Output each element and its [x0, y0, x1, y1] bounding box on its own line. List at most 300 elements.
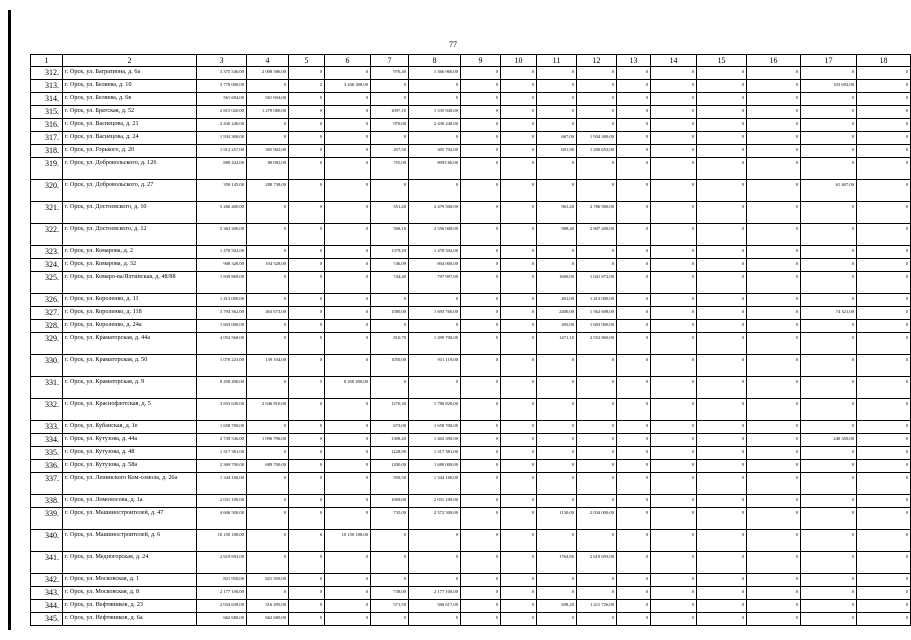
value-cell-col-9: 0 — [461, 106, 501, 119]
value-cell-col-18: 0 — [857, 294, 911, 307]
value-cell-col-9: 0 — [461, 434, 501, 447]
value-cell-col-15: 0 — [697, 399, 747, 421]
value-cell-col-12: 2 034 000,00 — [577, 508, 617, 530]
value-cell-col-6: 0 — [325, 613, 371, 626]
value-cell-col-3: 889 442,00 — [197, 158, 247, 180]
value-cell-col-11: 1764,80 — [537, 552, 577, 574]
value-cell-col-6: 0 — [325, 294, 371, 307]
column-header-5: 5 — [289, 55, 325, 67]
value-cell-col-10: 0 — [501, 180, 537, 202]
value-cell-col-14: 0 — [651, 530, 697, 552]
value-cell-col-7: 0 — [371, 80, 409, 93]
value-cell-col-9: 0 — [461, 399, 501, 421]
value-cell-col-3: 2 369 700,00 — [197, 460, 247, 473]
value-cell-col-8: 506 617,00 — [409, 600, 461, 613]
value-cell-col-8: 1 366 960,00 — [409, 67, 461, 80]
value-cell-col-9: 0 — [461, 587, 501, 600]
table-row — [31, 355, 911, 377]
value-cell-col-17: 0 — [801, 530, 857, 552]
value-cell-col-6: 10 150 188,00 — [325, 530, 371, 552]
value-cell-col-17: 0 — [801, 224, 857, 246]
value-cell-col-8: 2 572 500,00 — [409, 508, 461, 530]
value-cell-col-8: 2 177 100,00 — [409, 587, 461, 600]
address-cell: г. Орск, ул. Медногорская, д. 24 — [63, 552, 197, 574]
value-cell-col-16: 0 — [747, 447, 801, 460]
value-cell-col-12: 0 — [577, 530, 617, 552]
value-cell-col-12: 2 807 200,00 — [577, 224, 617, 246]
value-cell-col-6: 0 — [325, 119, 371, 132]
value-cell-col-12: 0 — [577, 399, 617, 421]
value-cell-col-10: 0 — [501, 421, 537, 434]
value-cell-col-7: 1069,00 — [371, 495, 409, 508]
table-row — [31, 377, 911, 399]
row-number: 340. — [31, 530, 63, 552]
value-cell-col-14: 0 — [651, 93, 697, 106]
table-row — [31, 460, 911, 473]
value-cell-col-4: 0 — [247, 552, 289, 574]
value-cell-col-7: 976,40 — [371, 67, 409, 80]
column-header-13: 13 — [617, 55, 651, 67]
value-cell-col-10: 0 — [501, 600, 537, 613]
value-cell-col-7: 950,50 — [371, 473, 409, 495]
value-cell-col-17: 74 321,00 — [801, 307, 857, 320]
value-cell-col-10: 0 — [501, 145, 537, 158]
value-cell-col-13: 0 — [617, 495, 651, 508]
address-cell: г. Орск, ул. Кутузова, д. 58а — [63, 460, 197, 473]
value-cell-col-16: 0 — [747, 106, 801, 119]
value-cell-col-10: 0 — [501, 508, 537, 530]
value-cell-col-17: 0 — [801, 202, 857, 224]
value-cell-col-10: 0 — [501, 377, 537, 399]
value-cell-col-4: 288 738,00 — [247, 180, 289, 202]
value-cell-col-11: 2400,00 — [537, 307, 577, 320]
value-cell-col-16: 0 — [747, 132, 801, 145]
value-cell-col-12: 0 — [577, 246, 617, 259]
value-cell-col-17: 0 — [801, 613, 857, 626]
value-cell-col-3: 1 839 869,00 — [197, 272, 247, 294]
value-cell-col-13: 0 — [617, 294, 651, 307]
value-cell-col-11: 0 — [537, 80, 577, 93]
value-cell-col-13: 0 — [617, 202, 651, 224]
value-cell-col-13: 0 — [617, 460, 651, 473]
row-number: 325. — [31, 272, 63, 294]
value-cell-col-8: 8093 60,00 — [409, 158, 461, 180]
table-row — [31, 434, 911, 447]
value-cell-col-5: 0 — [289, 106, 325, 119]
value-cell-col-10: 0 — [501, 119, 537, 132]
value-cell-col-7: 568,16 — [371, 224, 409, 246]
column-header-14: 14 — [651, 55, 697, 67]
value-cell-col-16: 0 — [747, 259, 801, 272]
value-cell-col-7: 735,00 — [371, 508, 409, 530]
value-cell-col-12: 0 — [577, 495, 617, 508]
value-cell-col-16: 0 — [747, 294, 801, 307]
address-cell: г. Орск, ул. Кубанская, д. 1е — [63, 421, 197, 434]
column-header-12: 12 — [577, 55, 617, 67]
value-cell-col-10: 0 — [501, 158, 537, 180]
value-cell-col-7: 1276,30 — [371, 399, 409, 421]
value-cell-col-14: 0 — [651, 202, 697, 224]
address-cell: г. Орск, ул. Машиностроителей, д. 47 — [63, 508, 197, 530]
value-cell-col-15: 0 — [697, 377, 747, 399]
value-cell-col-16: 0 — [747, 460, 801, 473]
value-cell-col-11: 0 — [537, 613, 577, 626]
address-cell: г. Орск, ул. Беляева, д. 6в — [63, 93, 197, 106]
column-header-10: 10 — [501, 55, 537, 67]
value-cell-col-15: 0 — [697, 202, 747, 224]
value-cell-col-16: 0 — [747, 613, 801, 626]
value-cell-col-18: 0 — [857, 600, 911, 613]
value-cell-col-6: 0 — [325, 67, 371, 80]
value-cell-col-17: 0 — [801, 294, 857, 307]
value-cell-col-17: 0 — [801, 119, 857, 132]
value-cell-col-11: 0 — [537, 473, 577, 495]
value-cell-col-18: 0 — [857, 67, 911, 80]
value-cell-col-8: 1 478 502,00 — [409, 246, 461, 259]
value-cell-col-13: 0 — [617, 574, 651, 587]
row-number: 334. — [31, 434, 63, 447]
value-cell-col-3: 1 070 223,00 — [197, 355, 247, 377]
value-cell-col-8: 2 031 100,00 — [409, 495, 461, 508]
value-cell-col-10: 0 — [501, 132, 537, 145]
value-cell-col-9: 0 — [461, 613, 501, 626]
value-cell-col-15: 0 — [697, 600, 747, 613]
value-cell-col-9: 0 — [461, 600, 501, 613]
value-cell-col-14: 0 — [651, 587, 697, 600]
value-cell-col-13: 0 — [617, 272, 651, 294]
value-cell-col-7: 571,50 — [371, 600, 409, 613]
value-cell-col-6: 0 — [325, 587, 371, 600]
value-cell-col-14: 0 — [651, 377, 697, 399]
value-cell-col-5: 0 — [289, 272, 325, 294]
value-cell-col-15: 0 — [697, 158, 747, 180]
table-row — [31, 552, 911, 574]
value-cell-col-13: 0 — [617, 158, 651, 180]
value-cell-col-11: 667,00 — [537, 132, 577, 145]
value-cell-col-16: 0 — [747, 80, 801, 93]
value-cell-col-7: 551,20 — [371, 202, 409, 224]
row-number: 345. — [31, 613, 63, 626]
value-cell-col-15: 0 — [697, 246, 747, 259]
value-cell-col-16: 0 — [747, 307, 801, 320]
value-cell-col-10: 0 — [501, 224, 537, 246]
value-cell-col-8: 2 556 000,00 — [409, 224, 461, 246]
data-table — [30, 54, 911, 626]
value-cell-col-7: 1200,00 — [371, 460, 409, 473]
value-cell-col-3: 2 430 240,00 — [197, 119, 247, 132]
row-number: 332. — [31, 399, 63, 421]
value-cell-col-18: 0 — [857, 224, 911, 246]
value-cell-col-10: 0 — [501, 259, 537, 272]
value-cell-col-11: 495,00 — [537, 320, 577, 333]
row-number: 329. — [31, 333, 63, 355]
value-cell-col-12: 0 — [577, 377, 617, 399]
value-cell-col-7: 1580,00 — [371, 307, 409, 320]
row-number: 317. — [31, 132, 63, 145]
value-cell-col-15: 0 — [697, 434, 747, 447]
value-cell-col-4: 0 — [247, 447, 289, 460]
row-number: 321. — [31, 202, 63, 224]
value-cell-col-13: 0 — [617, 180, 651, 202]
value-cell-col-17: 0 — [801, 421, 857, 434]
value-cell-col-15: 0 — [697, 106, 747, 119]
value-cell-col-16: 0 — [747, 320, 801, 333]
value-cell-col-4: 0 — [247, 132, 289, 145]
value-cell-col-18: 0 — [857, 333, 911, 355]
value-cell-col-6: 0 — [325, 434, 371, 447]
value-cell-col-5: 0 — [289, 574, 325, 587]
value-cell-col-18: 0 — [857, 320, 911, 333]
value-cell-col-13: 0 — [617, 224, 651, 246]
value-cell-col-15: 0 — [697, 447, 747, 460]
value-cell-col-8: 0 — [409, 93, 461, 106]
value-cell-col-4: 104 328,00 — [247, 259, 289, 272]
value-cell-col-4: 662 680,00 — [247, 613, 289, 626]
value-cell-col-9: 0 — [461, 180, 501, 202]
value-cell-col-10: 0 — [501, 574, 537, 587]
value-cell-col-3: 1 344 160,00 — [197, 473, 247, 495]
value-cell-col-17: 0 — [801, 259, 857, 272]
value-cell-col-14: 0 — [651, 473, 697, 495]
value-cell-col-3: 3 833 630,00 — [197, 399, 247, 421]
value-cell-col-15: 0 — [697, 355, 747, 377]
value-cell-col-10: 0 — [501, 320, 537, 333]
value-cell-col-10: 0 — [501, 80, 537, 93]
address-cell: г. Орск, ул. Кутузова, д. 48 — [63, 447, 197, 460]
value-cell-col-7: 755,00 — [371, 158, 409, 180]
value-cell-col-17: 0 — [801, 460, 857, 473]
value-cell-col-5: 0 — [289, 224, 325, 246]
value-cell-col-9: 0 — [461, 447, 501, 460]
value-cell-col-6: 3 436 308,00 — [325, 80, 371, 93]
value-cell-col-5: 0 — [289, 613, 325, 626]
value-cell-col-10: 0 — [501, 67, 537, 80]
address-cell: г. Орск, ул. Васнецова, д. 24 — [63, 132, 197, 145]
value-cell-col-7: 0 — [371, 613, 409, 626]
value-cell-col-16: 0 — [747, 399, 801, 421]
address-cell: г. Орск, ул. Ломоносова, д. 1а — [63, 495, 197, 508]
row-number: 314. — [31, 93, 63, 106]
value-cell-col-11: 1130,00 — [537, 508, 577, 530]
row-number: 339. — [31, 508, 63, 530]
value-cell-col-11: 0 — [537, 587, 577, 600]
value-cell-col-12: 2 786 900,00 — [577, 202, 617, 224]
address-cell: г. Орск, ул. Московская, д. 8 — [63, 587, 197, 600]
address-cell: г. Орск, ул. Комаро-ва/Ялтинская, д. 48/88 — [63, 272, 197, 294]
value-cell-col-6: 0 — [325, 180, 371, 202]
value-cell-col-4: 1 096 796,00 — [247, 434, 289, 447]
value-cell-col-4: 0 — [247, 333, 289, 355]
value-cell-col-18: 0 — [857, 587, 911, 600]
table-body — [31, 67, 911, 626]
value-cell-col-5: 0 — [289, 508, 325, 530]
value-cell-col-13: 0 — [617, 93, 651, 106]
row-number: 330. — [31, 355, 63, 377]
value-cell-col-17: 0 — [801, 495, 857, 508]
value-cell-col-7: 0 — [371, 132, 409, 145]
value-cell-col-15: 0 — [697, 272, 747, 294]
value-cell-col-17: 61 407,00 — [801, 180, 857, 202]
value-cell-col-18: 0 — [857, 421, 911, 434]
value-cell-col-8: 0 — [409, 377, 461, 399]
value-cell-col-7: 0 — [371, 377, 409, 399]
value-cell-col-6: 0 — [325, 399, 371, 421]
value-cell-col-7: 746,09 — [371, 259, 409, 272]
address-cell: г. Орск, ул. Васнецова, д. 21 — [63, 119, 197, 132]
value-cell-col-4: 2 046 810,00 — [247, 399, 289, 421]
value-cell-col-6: 0 — [325, 320, 371, 333]
value-cell-col-18: 0 — [857, 307, 911, 320]
row-number: 323. — [31, 246, 63, 259]
value-cell-col-4: 0 — [247, 202, 289, 224]
value-cell-col-12: 0 — [577, 421, 617, 434]
value-cell-col-9: 0 — [461, 67, 501, 80]
value-cell-col-4: 0 — [247, 587, 289, 600]
value-cell-col-6: 8 458 490,00 — [325, 377, 371, 399]
value-cell-col-15: 0 — [697, 473, 747, 495]
value-cell-col-5: 0 — [289, 307, 325, 320]
table-row — [31, 93, 911, 106]
value-cell-col-14: 0 — [651, 180, 697, 202]
value-cell-col-17: 0 — [801, 93, 857, 106]
value-cell-col-7: 0 — [371, 93, 409, 106]
value-cell-col-9: 0 — [461, 495, 501, 508]
value-cell-col-12: 0 — [577, 119, 617, 132]
value-cell-col-7: 744,40 — [371, 272, 409, 294]
value-cell-col-14: 0 — [651, 132, 697, 145]
value-cell-col-12: 2 619 693,00 — [577, 552, 617, 574]
address-cell: г. Орск, ул. Ленинского Ком-сомола, д. 26а — [63, 473, 197, 495]
value-cell-col-7: 0 — [371, 180, 409, 202]
value-cell-col-5: 0 — [289, 355, 325, 377]
value-cell-col-3: 10 150 188,00 — [197, 530, 247, 552]
value-cell-col-11: 0 — [537, 180, 577, 202]
row-number: 316. — [31, 119, 63, 132]
value-cell-col-15: 0 — [697, 320, 747, 333]
column-header-9: 9 — [461, 55, 501, 67]
value-cell-col-4: 0 — [247, 272, 289, 294]
value-cell-col-6: 0 — [325, 600, 371, 613]
value-cell-col-5: 5 — [289, 377, 325, 399]
value-cell-col-14: 0 — [651, 158, 697, 180]
value-cell-col-11: 988,40 — [537, 224, 577, 246]
row-number: 312. — [31, 67, 63, 80]
address-cell: г. Орск, ул. Горького, д. 20 — [63, 145, 197, 158]
value-cell-col-16: 0 — [747, 158, 801, 180]
value-cell-col-14: 0 — [651, 399, 697, 421]
value-cell-col-15: 0 — [697, 224, 747, 246]
value-cell-col-5: 6 — [289, 530, 325, 552]
value-cell-col-4: 0 — [247, 294, 289, 307]
value-cell-col-18: 0 — [857, 272, 911, 294]
value-cell-col-6: 0 — [325, 473, 371, 495]
value-cell-col-14: 0 — [651, 508, 697, 530]
value-cell-col-16: 0 — [747, 119, 801, 132]
value-cell-col-12: 1 200 653,00 — [577, 145, 617, 158]
table-row — [31, 600, 911, 613]
value-cell-col-7: 1228,90 — [371, 447, 409, 460]
value-cell-col-6: 0 — [325, 272, 371, 294]
value-cell-col-18: 0 — [857, 93, 911, 106]
table-row — [31, 508, 911, 530]
table-row — [31, 132, 911, 145]
value-cell-col-12: 1 603 000,00 — [577, 320, 617, 333]
value-cell-col-11: 961,20 — [537, 202, 577, 224]
column-header-15: 15 — [697, 55, 747, 67]
value-cell-col-13: 0 — [617, 530, 651, 552]
column-header-18: 18 — [857, 55, 911, 67]
address-cell: г. Орск, ул. Достоевского, д. 12 — [63, 224, 197, 246]
value-cell-col-5: 0 — [289, 399, 325, 421]
value-cell-col-12: 0 — [577, 93, 617, 106]
address-cell: г. Орск, ул. Добровольского, д. 27 — [63, 180, 197, 202]
value-cell-col-17: 0 — [801, 574, 857, 587]
value-cell-col-4: 0 — [247, 80, 289, 93]
value-cell-col-15: 0 — [697, 421, 747, 434]
value-cell-col-7: 976,00 — [371, 119, 409, 132]
value-cell-col-7: 1050,00 — [371, 355, 409, 377]
table-row — [31, 224, 911, 246]
value-cell-col-4: 0 — [247, 377, 289, 399]
value-cell-col-3: 2 034 638,00 — [197, 600, 247, 613]
value-cell-col-18: 0 — [857, 80, 911, 93]
value-cell-col-11: 0 — [537, 460, 577, 473]
value-cell-col-10: 0 — [501, 307, 537, 320]
value-cell-col-5: 0 — [289, 119, 325, 132]
row-number: 337. — [31, 473, 63, 495]
value-cell-col-11: 0 — [537, 447, 577, 460]
value-cell-col-5: 0 — [289, 132, 325, 145]
value-cell-col-15: 0 — [697, 80, 747, 93]
value-cell-col-8: 1 535 940,00 — [409, 106, 461, 119]
value-cell-col-9: 0 — [461, 530, 501, 552]
value-cell-col-17: 240 350,00 — [801, 434, 857, 447]
value-cell-col-10: 0 — [501, 530, 537, 552]
value-cell-col-17: 0 — [801, 67, 857, 80]
value-cell-col-12: 0 — [577, 460, 617, 473]
value-cell-col-17: 0 — [801, 106, 857, 119]
value-cell-col-6: 0 — [325, 307, 371, 320]
value-cell-col-9: 0 — [461, 272, 501, 294]
table-row — [31, 67, 911, 80]
value-cell-col-14: 0 — [651, 294, 697, 307]
value-cell-col-17: 0 — [801, 320, 857, 333]
value-cell-col-12: 0 — [577, 355, 617, 377]
value-cell-col-12: 1 562 608,00 — [577, 307, 617, 320]
value-cell-col-13: 0 — [617, 145, 651, 158]
value-cell-col-18: 0 — [857, 447, 911, 460]
address-cell: г. Орск, ул. Нефтяников, д. 6а — [63, 613, 197, 626]
table-row — [31, 473, 911, 495]
value-cell-col-16: 0 — [747, 495, 801, 508]
value-cell-col-13: 0 — [617, 307, 651, 320]
value-cell-col-8: 0 — [409, 132, 461, 145]
value-cell-col-13: 0 — [617, 587, 651, 600]
value-cell-col-5: 2 — [289, 80, 325, 93]
value-cell-col-11: 0 — [537, 377, 577, 399]
value-cell-col-4: 0 — [247, 530, 289, 552]
value-cell-col-13: 0 — [617, 447, 651, 460]
value-cell-col-8: 1 786 820,00 — [409, 399, 461, 421]
value-cell-col-17: 0 — [801, 355, 857, 377]
address-cell: г. Орск, ул. Краматорская, д. 44а — [63, 333, 197, 355]
value-cell-col-3: 5 266 400,00 — [197, 202, 247, 224]
value-cell-col-10: 0 — [501, 495, 537, 508]
value-cell-col-18: 0 — [857, 574, 911, 587]
value-cell-col-11: 1600,00 — [537, 272, 577, 294]
value-cell-col-15: 0 — [697, 93, 747, 106]
value-cell-col-16: 0 — [747, 600, 801, 613]
